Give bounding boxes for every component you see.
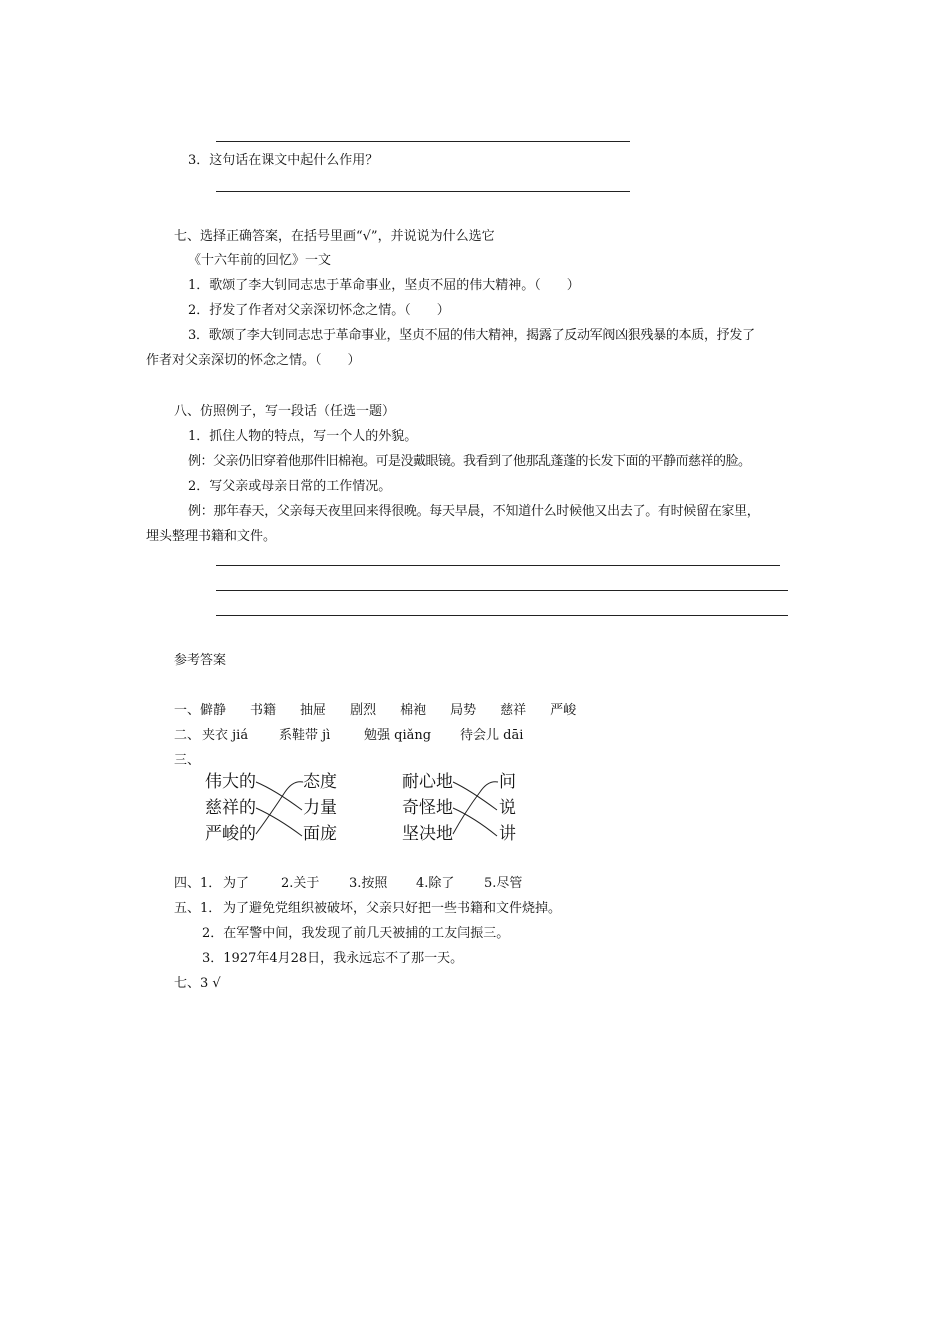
answer-1-word: 抽屉 — [300, 703, 327, 718]
section-7-option-3: 3．歌颂了李大钊同志忠于革命事业，坚贞不屈的伟大精神，揭露了反动军阀凶狠残暴的本质，抒发了 — [188, 328, 755, 343]
answer-2-item: 勉强 qiǎng — [364, 728, 432, 743]
answer-3-label: 三、 — [174, 753, 201, 768]
answer-2-label: 二、 — [174, 728, 201, 743]
match-right-a-3: 坚决地 — [402, 824, 453, 844]
match-left-a-3: 严峻的 — [205, 824, 256, 844]
match-right-a-2: 奇怪地 — [402, 798, 453, 818]
section-8-example-2: 例：那年春天，父亲每天夜里回来得很晚。每天早晨，不知道什么时候他又出去了。有时候留在家里， — [188, 504, 760, 519]
answer-4-item: 3.按照 — [349, 876, 388, 891]
match-right-a-1: 耐心地 — [402, 772, 453, 792]
section-7-subject: 《十六年前的回忆》一文 — [188, 253, 332, 268]
match-right-b-1: 问 — [499, 772, 516, 792]
match-left-b-1: 态度 — [303, 772, 337, 792]
answers-heading: 参考答案 — [174, 653, 227, 668]
answer-5-label: 五、1． — [174, 901, 222, 916]
match-left-b-3: 面庞 — [303, 824, 337, 844]
answer-5-item-3: 3．1927年4月28日，我永远忘不了那一天。 — [202, 951, 464, 966]
answer-1-word: 僻静 — [200, 703, 227, 718]
answer-1-word: 剧烈 — [350, 703, 377, 718]
answer-2-item: 待会儿 dāi — [460, 728, 524, 743]
answer-2-item: 夹衣 jiá — [202, 728, 249, 743]
answer-7: 七、3 √ — [174, 976, 221, 991]
match-line-yanjun-taidu — [256, 782, 303, 834]
section-8-title: 八、仿照例子，写一段话（任选一题） — [174, 404, 396, 419]
answer-1-word: 棉袍 — [400, 703, 427, 718]
match-left-a-1: 伟大的 — [205, 772, 256, 792]
section-7-option-3-cont: 作者对父亲深切的怀念之情。（ ） — [146, 353, 361, 368]
section-7-option-2: 2．抒发了作者对父亲深切怀念之情。（ ） — [188, 303, 450, 318]
answer-5-item-1: 为了避免党组织被破坏，父亲只好把一些书籍和文件烧掉。 — [223, 901, 562, 916]
match-right-b-3: 讲 — [499, 824, 516, 844]
answer-4-item: 2.关于 — [281, 876, 320, 891]
section-8-example-2-cont: 埋头整理书籍和文件。 — [146, 529, 277, 544]
section-7-title: 七、选择正确答案，在括号里画“√”，并说说为什么选它 — [174, 229, 495, 244]
section-8-item-1: 1．抓住人物的特点，写一个人的外貌。 — [188, 429, 418, 444]
section-8-item-2: 2．写父亲或母亲日常的工作情况。 — [188, 479, 392, 494]
answer-1-word: 书籍 — [250, 703, 277, 718]
answer-1-word: 严峻 — [550, 703, 577, 718]
match-left-b-2: 力量 — [303, 798, 337, 818]
match-right-b-2: 说 — [499, 798, 516, 818]
section-7-option-1: 1．歌颂了李大钊同志忠于革命事业，坚贞不屈的伟大精神。（ ） — [188, 278, 580, 293]
match-line-weida-liliang — [256, 782, 302, 810]
match-line-jianjue-shuo — [453, 782, 498, 834]
match-line-cixiang-miangpang — [256, 808, 302, 836]
answer-1-label: 一、 — [174, 703, 201, 718]
answer-1-word: 慈祥 — [500, 703, 527, 718]
answer-4-label: 四、1． — [174, 876, 222, 891]
question-3: 3．这句话在课文中起什么作用？ — [188, 153, 379, 168]
section-8-example-1: 例：父亲仍旧穿着他那件旧棉袍。可是没戴眼镜。我看到了他那乱蓬蓬的长发下面的平静而慈祥的脸。 — [188, 454, 751, 469]
answer-5-item-2: 2．在军警中间，我发现了前几天被捕的工友闫振三。 — [202, 926, 510, 941]
answer-4-item: 4.除了 — [416, 876, 455, 891]
answer-4-item: 5.尽管 — [484, 876, 523, 891]
answer-2-item: 系鞋带 jì — [279, 728, 331, 743]
match-left-a-2: 慈祥的 — [205, 798, 256, 818]
answer-4-item: 为了 — [223, 876, 250, 891]
answer-1-word: 局势 — [450, 703, 477, 718]
match-line-naixin-wen — [453, 782, 497, 810]
